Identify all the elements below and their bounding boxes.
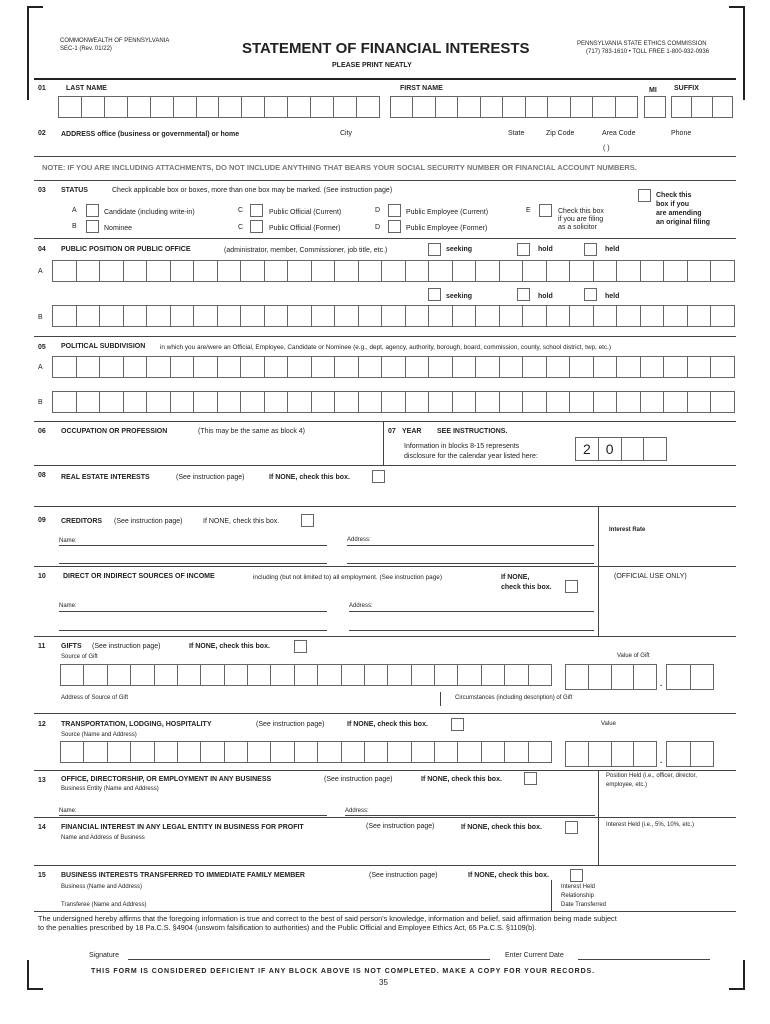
public-official-current-label: Public Official (Current) [269, 209, 342, 216]
section-num-07: 07 [388, 428, 396, 435]
creditors-none-checkbox[interactable] [301, 514, 314, 527]
form-title: STATEMENT OF FINANCIAL INTERESTS [242, 40, 530, 57]
gifts-label: GIFTS [61, 643, 82, 650]
income-none-label2: check this box. [501, 584, 552, 591]
financial-interest-label: FINANCIAL INTEREST IN ANY LEGAL ENTITY IN BUSINESS FOR PROFIT [61, 824, 304, 831]
financial-interest-desc: (See instruction page) [366, 823, 435, 830]
address-label-bold: ADDRESS [61, 131, 96, 138]
divider [440, 692, 441, 706]
mi-label: MI [649, 87, 657, 94]
interest-held-label: Interest Held (i.e., 5%, 10%, etc.) [606, 822, 695, 828]
section-num-12: 12 [38, 721, 46, 728]
position-b-hold-checkbox[interactable] [517, 288, 530, 301]
suffix-input[interactable] [671, 96, 733, 118]
attachment-note: NOTE: IF YOU ARE INCLUDING ATTACHMENTS, DO NOT INCLUDE ANYTHING THAT BEARS YOUR SOCIAL SECURITY NUMBER OR FINANCIAL ACCOUNT NUMBERS. [42, 163, 637, 172]
held-label-b: held [605, 293, 620, 300]
section-num-08: 08 [38, 472, 46, 479]
commission-name: PENNSYLVANIA STATE ETHICS COMMISSION [577, 41, 707, 47]
office-name-label: Name: [59, 808, 77, 814]
position-b-seeking-checkbox[interactable] [428, 288, 441, 301]
interest-rate-label: Interest Rate [609, 527, 646, 533]
status-d2-letter: D [375, 224, 381, 231]
divider [34, 865, 736, 866]
seeking-label-a: seeking [446, 246, 473, 253]
row-letter-b: B [38, 399, 43, 406]
business-transferred-label: BUSINESS INTERESTS TRANSFERRED TO IMMEDIATE FAMILY MEMBER [61, 872, 305, 879]
gift-circumstances-label: Circumstances (including description) of Gift [455, 695, 573, 701]
divider [34, 817, 736, 818]
hold-label-a: hold [538, 246, 553, 253]
zip-label: Zip Code [546, 130, 575, 137]
income-name-line-2[interactable] [59, 630, 327, 631]
relationship-label: Relationship [561, 893, 595, 899]
office-directorship-none-checkbox[interactable] [524, 772, 537, 785]
transportation-none-checkbox[interactable] [451, 718, 464, 731]
income-address-line-2[interactable] [349, 630, 594, 631]
income-address-label: Address: [349, 603, 373, 609]
solicitor-checkbox[interactable] [539, 204, 552, 217]
occupation-label: OCCUPATION OR PROFESSION [61, 428, 168, 435]
page-number: 35 [379, 978, 388, 987]
date-transferred-label: Date Transferred [561, 902, 607, 908]
amending-line1: Check this [656, 192, 692, 199]
public-employee-former-checkbox[interactable] [388, 220, 401, 233]
income-label: DIRECT OR INDIRECT SOURCES OF INCOME [63, 573, 215, 580]
public-official-current-checkbox[interactable] [250, 204, 263, 217]
position-b-input[interactable] [52, 305, 735, 327]
divider [598, 770, 599, 817]
transportation-source-input[interactable] [60, 741, 552, 763]
candidate-checkbox[interactable] [86, 204, 99, 217]
gifts-none-checkbox[interactable] [294, 640, 307, 653]
section-num-11: 11 [38, 643, 46, 650]
office-address-line[interactable] [345, 815, 595, 816]
year-info-line1: Information in blocks 8-15 represents [404, 443, 520, 450]
nominee-checkbox[interactable] [86, 220, 99, 233]
position-a-held-checkbox[interactable] [584, 243, 597, 256]
status-c2-letter: C [238, 224, 244, 231]
deficiency-notice: THIS FORM IS CONSIDERED DEFICIENT IF ANY BLOCK ABOVE IS NOT COMPLETED. MAKE A COPY FOR YOUR RECORDS. [91, 968, 595, 975]
section-num-04: 04 [38, 246, 46, 253]
status-a-letter: A [72, 207, 77, 214]
year-digit-1: 2 [575, 437, 598, 461]
gifts-desc: (See instruction page) [92, 643, 161, 650]
real-estate-label: REAL ESTATE INTERESTS [61, 474, 150, 481]
section-num-15: 15 [38, 872, 46, 879]
divider [34, 421, 736, 422]
area-code-label: Area Code [602, 130, 636, 137]
first-name-input[interactable] [390, 96, 638, 118]
business-transferred-desc: (See instruction page) [369, 872, 438, 879]
position-held-line2: employee, etc.) [606, 782, 648, 788]
income-none-checkbox[interactable] [565, 580, 578, 593]
address-label [61, 131, 239, 138]
subdivision-a-input[interactable] [52, 356, 735, 378]
income-name-line[interactable] [59, 611, 327, 612]
creditor-address-line-2[interactable] [347, 563, 594, 564]
divider [34, 336, 736, 337]
public-position-label: PUBLIC POSITION OR PUBLIC OFFICE [61, 246, 191, 253]
divider [598, 566, 599, 636]
income-desc: including (but not limited to) all employment. (See instruction page) [253, 574, 442, 581]
corner-mark-tr [729, 6, 745, 100]
gift-source-label: Source of Gift [61, 654, 98, 660]
mi-input[interactable] [644, 96, 666, 118]
last-name-input[interactable] [58, 96, 380, 118]
agency-line1: COMMONWEALTH OF PENNSYLVANIA [60, 38, 170, 44]
income-address-line[interactable] [349, 611, 594, 612]
divider [34, 566, 736, 567]
corner-mark-br [729, 960, 745, 990]
nominee-label: Nominee [104, 225, 133, 232]
transportation-none-label: If NONE, check this box. [347, 721, 428, 728]
creditors-desc: (See instruction page) [114, 518, 183, 525]
current-date-line[interactable] [578, 959, 710, 960]
interest-held-15: Interest Held [561, 884, 596, 890]
office-directorship-none-label: If NONE, check this box. [421, 776, 502, 783]
gifts-none-label: If NONE, check this box. [189, 643, 270, 650]
business-name-label: Business (Name and Address) [61, 884, 143, 890]
transportation-value-cents-input[interactable] [666, 741, 714, 767]
occupation-desc: (This may be the same as block 4) [198, 428, 305, 435]
amending-line4: an original filing [656, 219, 711, 226]
office-directorship-label: OFFICE, DIRECTORSHIP, OR EMPLOYMENT IN ANY BUSINESS [61, 776, 272, 783]
divider [34, 770, 736, 771]
official-use-label: (OFFICIAL USE ONLY) [614, 573, 687, 580]
amending-line3: are amending [656, 210, 702, 217]
position-a-seeking-checkbox[interactable] [428, 243, 441, 256]
seeking-label-b: seeking [446, 293, 473, 300]
office-directorship-desc: (See instruction page) [324, 776, 393, 783]
creditor-name-line[interactable] [59, 545, 327, 546]
public-official-former-checkbox[interactable] [250, 220, 263, 233]
section-num-13: 13 [38, 777, 46, 784]
public-official-former-label: Public Official (Former) [269, 225, 341, 232]
year-instr: SEE INSTRUCTIONS. [437, 428, 508, 435]
income-none-label1: If NONE, [501, 574, 530, 581]
section-num-14: 14 [38, 824, 46, 831]
row-letter-b: B [38, 314, 43, 321]
year-label: YEAR [402, 428, 422, 435]
public-employee-current-checkbox[interactable] [388, 204, 401, 217]
financial-interest-none-checkbox[interactable] [565, 821, 578, 834]
transferee-label: Transferee (Name and Address) [61, 902, 147, 908]
city-label: City [340, 130, 353, 137]
creditors-none-label: If NONE, check this box. [203, 518, 280, 525]
office-name-line[interactable] [59, 815, 327, 816]
signature-line[interactable] [128, 959, 490, 960]
position-a-hold-checkbox[interactable] [517, 243, 530, 256]
divider [34, 180, 736, 181]
status-label: STATUS [61, 187, 88, 194]
divider [34, 465, 736, 466]
current-date-label: Enter Current Date [505, 952, 564, 959]
affirmation-line2: to the penalties prescribed by 18 Pa.C.S. §4904 (unsworn falsification to authorities) and the Public Official and Employee Ethics Act, 65 Pa.C.S. §1109(b). [38, 923, 537, 932]
solicitor-line1: Check this box [558, 208, 604, 215]
solicitor-line2: if you are filing [558, 216, 604, 223]
political-subdivision-label: POLITICAL SUBDIVISION [61, 343, 146, 350]
divider [598, 817, 599, 865]
creditors-address-label: Address: [347, 537, 371, 543]
held-label-a: held [605, 246, 620, 253]
last-name-label: LAST NAME [66, 85, 107, 92]
row-letter-a: A [38, 268, 43, 275]
amending-checkbox[interactable] [638, 189, 651, 202]
divider [34, 636, 736, 637]
decimal-point: . [660, 756, 663, 765]
year-info-line2: disclosure for the calendar year listed here: [404, 453, 538, 460]
status-desc: Check applicable box or boxes, more than one box may be marked. (See instruction page) [112, 187, 393, 194]
position-held-line1: Position Held (i.e., officer, director, [606, 773, 697, 779]
gift-value-label: Value of Gift [617, 653, 650, 659]
gift-source-input[interactable] [60, 664, 552, 686]
income-name-label: Name: [59, 603, 77, 609]
year-input[interactable] [575, 437, 667, 461]
affirmation-line1: The undersigned hereby affirms that the foregoing information is true and correct to the best of said person's knowledge, information and belief, said affirmation being made subject [38, 914, 617, 923]
position-a-input[interactable] [52, 260, 735, 282]
transportation-value-input[interactable] [565, 741, 657, 767]
creditor-address-line[interactable] [347, 545, 594, 546]
creditors-label: CREDITORS [61, 518, 103, 525]
solicitor-line3: as a solicitor [558, 224, 597, 231]
divider [34, 713, 736, 714]
office-address-label: Address: [345, 808, 369, 814]
business-transferred-none-label: If NONE, check this box. [468, 872, 549, 879]
status-c-letter: C [238, 207, 244, 214]
real-estate-desc: (See instruction page) [176, 474, 245, 481]
amending-line2: box if you [656, 201, 690, 208]
real-estate-none-label: If NONE, check this box. [269, 474, 350, 481]
section-num-01: 01 [38, 85, 46, 92]
section-num-10: 10 [38, 573, 46, 580]
financial-interest-none-label: If NONE, check this box. [461, 824, 542, 831]
position-b-held-checkbox[interactable] [584, 288, 597, 301]
section-num-05: 05 [38, 344, 46, 351]
status-e-letter: E [526, 207, 531, 214]
address-input-line[interactable] [34, 156, 736, 157]
divider [383, 421, 384, 465]
creditors-name-label: Name: [59, 538, 77, 544]
section-num-09: 09 [38, 517, 46, 524]
subdivision-b-input[interactable] [52, 391, 735, 413]
gift-value-input[interactable] [565, 664, 657, 690]
real-estate-none-checkbox[interactable] [372, 470, 385, 483]
hold-label-b: hold [538, 293, 553, 300]
transportation-value-label: Value [601, 721, 616, 727]
section-num-02: 02 [38, 130, 46, 137]
divider [34, 506, 736, 507]
suffix-label: SUFFIX [674, 85, 699, 92]
business-transferred-none-checkbox[interactable] [570, 869, 583, 882]
corner-mark-bl [27, 960, 43, 990]
divider [598, 506, 599, 566]
financial-interest-sub: Name and Address of Business [61, 835, 145, 841]
transportation-source-label: Source (Name and Address) [61, 732, 137, 738]
status-d-letter: D [375, 207, 381, 214]
public-employee-former-label: Public Employee (Former) [406, 225, 488, 232]
form-subtitle: PLEASE PRINT NEATLY [332, 62, 412, 69]
year-digit-2: 0 [598, 437, 621, 461]
divider [34, 238, 736, 239]
state-label: State [508, 130, 525, 137]
transportation-label: TRANSPORTATION, LODGING, HOSPITALITY [61, 721, 212, 728]
political-subdivision-desc: in which you are/were an Official, Employee, Candidate or Nominee (e.g., dept, agency, authority, borough, board, commission, county, school district, twp, etc.) [160, 344, 611, 351]
business-entity-label: Business Entity (Name and Address) [61, 786, 159, 792]
commission-phone: (717) 783-1610 • TOLL FREE 1-800-932-0936 [586, 49, 710, 55]
section-num-03: 03 [38, 187, 46, 194]
creditor-name-line-2[interactable] [59, 563, 327, 564]
divider [34, 78, 736, 80]
form-revision: SEC-1 (Rev. 01/22) [60, 46, 112, 52]
candidate-label: Candidate (including write-in) [104, 209, 195, 216]
public-position-desc: (administrator, member, Commissioner, job title, etc.) [224, 247, 388, 254]
decimal-point: . [660, 679, 663, 688]
public-employee-current-label: Public Employee (Current) [406, 209, 489, 216]
divider [551, 880, 552, 911]
status-b-letter: B [72, 223, 77, 230]
first-name-label: FIRST NAME [400, 85, 443, 92]
section-num-06: 06 [38, 428, 46, 435]
row-letter-a: A [38, 364, 43, 371]
phone-label: Phone [671, 130, 692, 137]
area-code-parens: ( ) [603, 145, 610, 152]
signature-label: Signature [89, 952, 119, 959]
transportation-desc: (See instruction page) [256, 721, 325, 728]
divider [34, 911, 736, 912]
gift-value-cents-input[interactable] [666, 664, 714, 690]
address-label-rest: office (business or governmental) or home [97, 131, 240, 138]
gift-address-label: Address of Source of Gift [61, 695, 129, 701]
